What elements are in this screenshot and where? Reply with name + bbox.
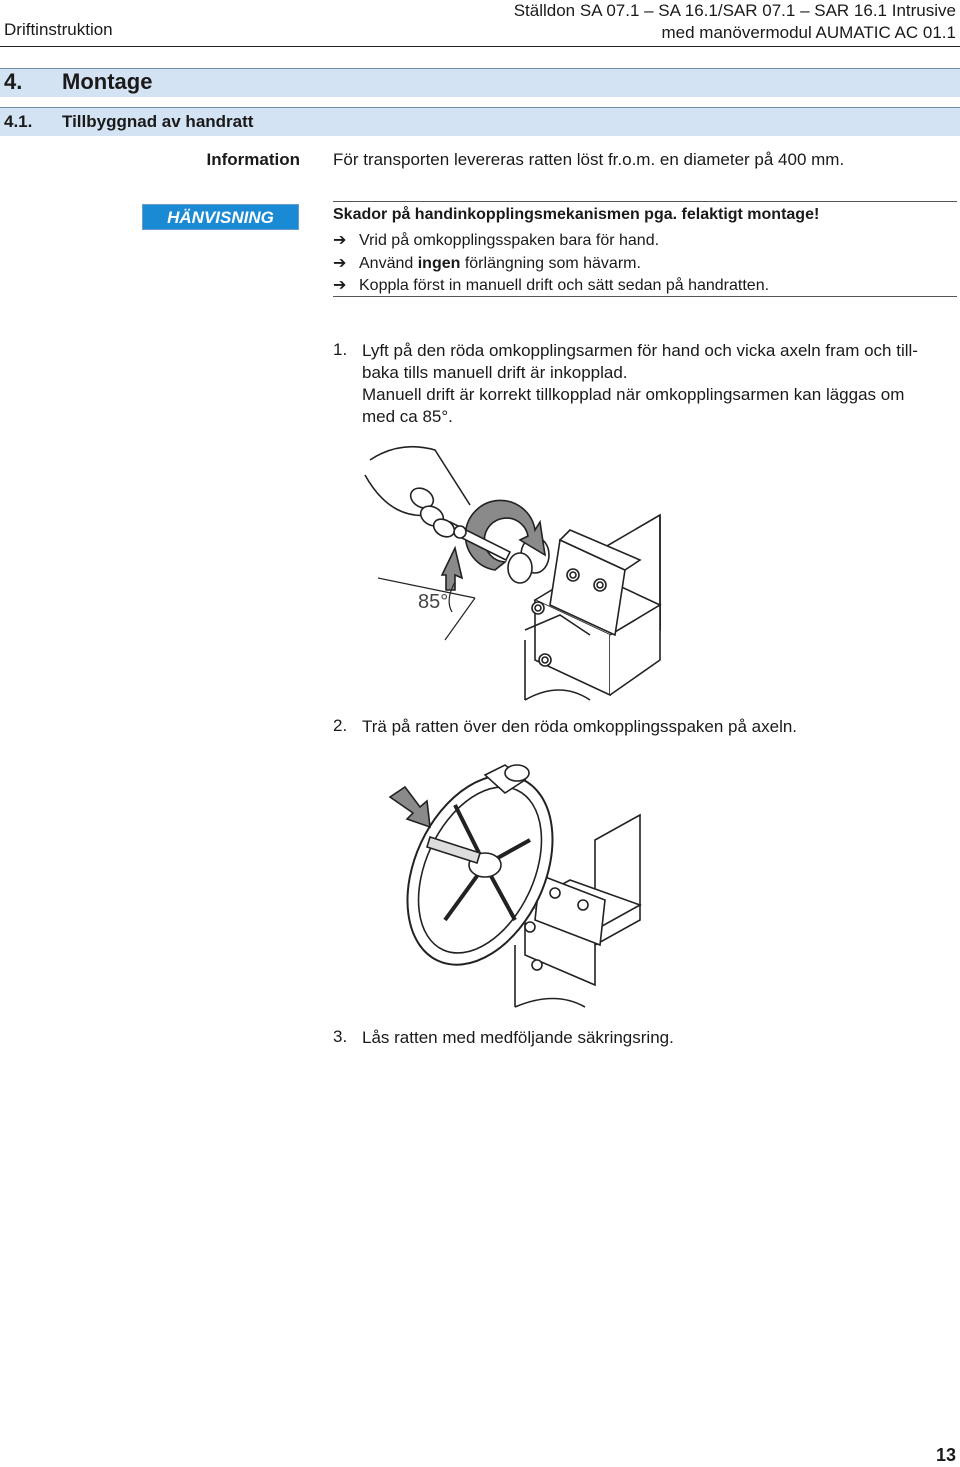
step-number: 2. xyxy=(333,716,348,735)
document-title: Driftinstruktion xyxy=(4,20,113,39)
chapter-title: Montage xyxy=(62,69,153,94)
arrow-right-icon: ➔ xyxy=(333,255,347,272)
page-number: 13 xyxy=(935,1445,956,1465)
notice-bottom-rule xyxy=(333,296,957,297)
arrow-right-icon: ➔ xyxy=(333,277,347,294)
notice-item-emphasis: ingen xyxy=(417,255,461,272)
step-text-line: Manuell drift är korrekt tillkopplad när omkopplingsarmen kan läggas om xyxy=(362,385,905,404)
step-number: 3. xyxy=(333,1027,348,1046)
notice-badge: HÄNVISNING xyxy=(142,204,299,230)
notice-item xyxy=(333,253,641,273)
notice-item-text: Använd xyxy=(359,255,418,272)
information-text: För transporten levereras ratten löst fr.o.m. en diameter på 400 mm. xyxy=(333,150,845,169)
notice-item xyxy=(333,275,769,295)
notice-item-text: förlängning som hävarm. xyxy=(460,255,641,272)
figure-handwheel-illustration xyxy=(385,745,650,1015)
step-text: Trä på ratten över den röda omkopplingsspaken på axeln. xyxy=(362,717,798,736)
notice-item-text: Vrid på omkopplingsspaken bara för hand. xyxy=(359,232,660,249)
product-title-line1: Ställdon SA 07.1 – SA 16.1/SAR 07.1 – SAR 16.1 Intrusive xyxy=(513,1,956,20)
step-text-line: med ca 85°. xyxy=(362,407,453,426)
step-text-line: baka tills manuell drift är inkopplad. xyxy=(362,363,628,382)
step-text xyxy=(362,340,952,428)
section-number: 4.1. xyxy=(4,112,33,131)
product-title-line2: med manövermodul AUMATIC AC 01.1 xyxy=(661,23,956,42)
product-title xyxy=(514,0,956,44)
angle-label: 85° xyxy=(418,591,449,613)
figure-lever-illustration xyxy=(360,430,670,705)
section-title: Tillbyggnad av handratt xyxy=(62,112,254,131)
step-number: 1. xyxy=(333,340,348,359)
notice-item-text: Koppla först in manuell drift och sätt sedan på handratten. xyxy=(359,277,770,294)
chapter-number: 4. xyxy=(4,69,23,94)
notice-top-rule xyxy=(333,201,957,202)
arrow-right-icon: ➔ xyxy=(333,232,347,249)
step-text-line: Lyft på den röda omkopplingsarmen för hand och vicka axeln fram och till- xyxy=(362,341,918,360)
notice-title: Skador på handinkopplingsmekanismen pga. felaktigt montage! xyxy=(333,206,820,223)
header-rule xyxy=(0,46,960,47)
step-text: Lås ratten med medföljande säkringsring. xyxy=(362,1028,674,1047)
information-label: Information xyxy=(206,150,300,169)
notice-item xyxy=(333,230,659,250)
